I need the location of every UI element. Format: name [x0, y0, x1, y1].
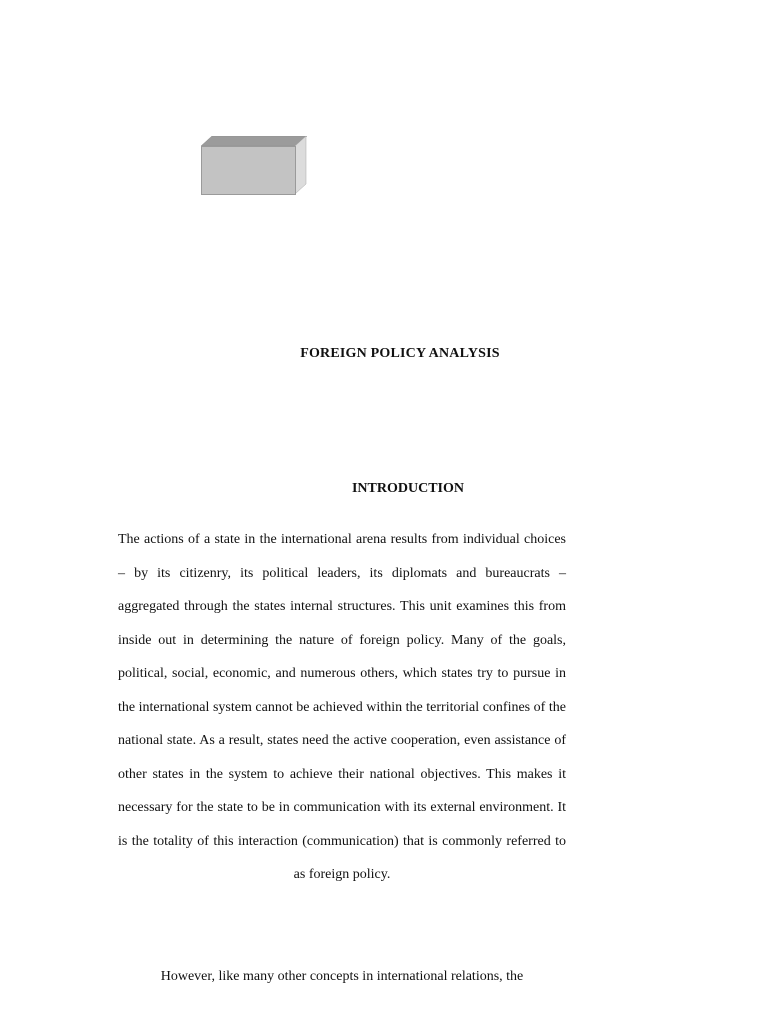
paragraph-2: However, like many other concepts in international relations, the [160, 969, 524, 984]
section-heading: INTRODUCTION [351, 481, 464, 496]
paragraph-1: The actions of a state in the international arena results from individual choices – by its citizenry, its political leaders, its diplomats and bureaucrats – aggregated through the states internal structures. This unit examines this from inside out in determining the nature of foreign policy. Many of the goals, political, social, economic, and numerous others, which states try to pursue in the international system cannot be achieved within the territorial confines of the national state. As a result, states need the active cooperation, even assistance of other states in the system to achieve their national objectives. This makes it necessary for the state to be in communication with its external environment. It is the totality of this interaction (communication) that is commonly referred to as foreign policy. [118, 532, 566, 882]
box-front-face [201, 146, 296, 195]
3d-box-shape [201, 136, 307, 195]
box-side-face [295, 136, 307, 195]
document-title: FOREIGN POLICY ANALYSIS [300, 346, 500, 361]
